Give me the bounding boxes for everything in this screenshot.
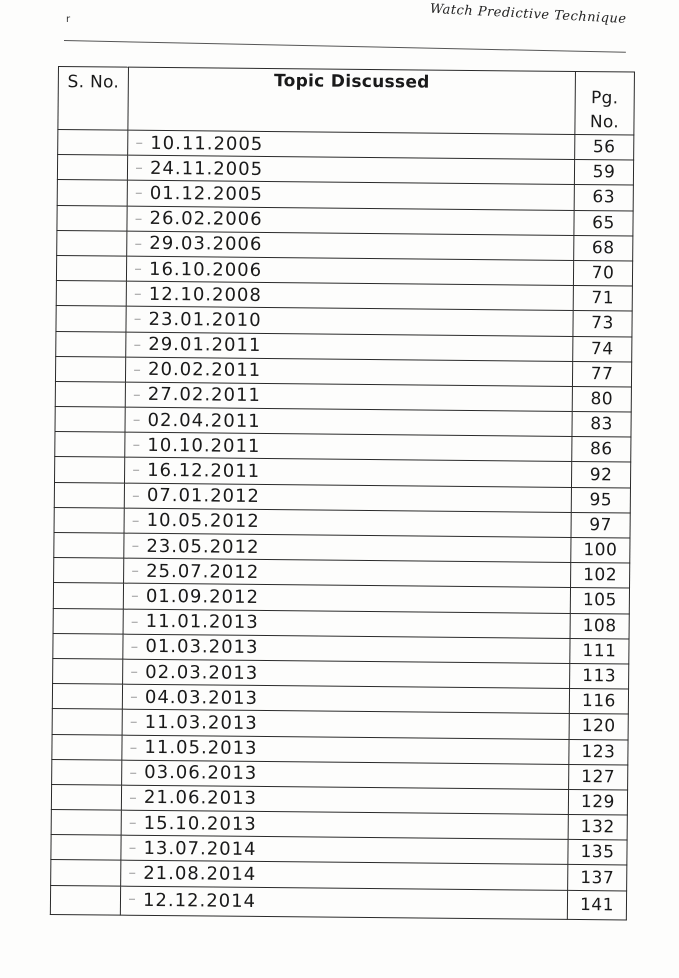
cell-topic: 25.07.2012 (124, 558, 571, 587)
cell-topic: 23.01.2010 (126, 306, 573, 335)
cell-topic: 01.03.2013 (123, 634, 570, 663)
cell-page-number: 108 (570, 613, 629, 639)
cell-topic: 12.12.2014 (120, 886, 567, 919)
table-body (50, 130, 634, 920)
cell-page-number: 102 (571, 563, 630, 589)
cell-page-number: 100 (571, 537, 630, 563)
cell-page-number: 113 (570, 663, 629, 689)
cell-page-number: 97 (571, 512, 630, 538)
cell-topic: 02.03.2013 (123, 659, 570, 688)
cell-page-number: 70 (573, 260, 632, 286)
cell-topic: 21.08.2014 (121, 861, 568, 890)
cell-topic: 16.12.2011 (125, 458, 572, 487)
cell-topic: 10.11.2005 (128, 130, 575, 159)
cell-page-number: 77 (572, 361, 631, 387)
header-rule (64, 40, 626, 53)
cell-topic: 29.01.2011 (126, 332, 573, 361)
cell-serial-number (51, 835, 121, 861)
cell-page-number: 127 (569, 764, 628, 790)
cell-page-number: 80 (572, 386, 631, 412)
cell-page-number: 86 (572, 437, 631, 463)
cell-serial-number (56, 331, 126, 357)
cell-serial-number (57, 180, 127, 206)
cell-topic: 07.01.2012 (124, 483, 571, 512)
cell-topic: 10.05.2012 (124, 508, 571, 537)
cell-serial-number (51, 860, 121, 886)
cell-page-number: 120 (569, 714, 628, 740)
cell-topic: 01.12.2005 (127, 181, 574, 210)
cell-topic: 26.02.2006 (127, 206, 574, 235)
cell-topic: 01.09.2012 (123, 584, 570, 613)
cell-serial-number (56, 281, 126, 307)
cell-serial-number (56, 306, 126, 332)
cell-page-number: 135 (568, 840, 627, 866)
cell-page-number: 65 (574, 210, 633, 236)
cell-page-number: 74 (573, 336, 632, 362)
cell-serial-number (55, 457, 125, 483)
cell-serial-number (55, 356, 125, 382)
contents-table (50, 66, 635, 920)
cell-serial-number (52, 709, 122, 735)
cell-topic: 16.10.2006 (126, 256, 573, 285)
cell-page-number: 92 (571, 462, 630, 488)
cell-page-number: 95 (571, 487, 630, 513)
cell-serial-number (57, 155, 127, 181)
cell-topic: 23.05.2012 (124, 533, 571, 562)
cell-serial-number (50, 885, 120, 915)
cell-page-number: 137 (568, 865, 627, 891)
cell-topic: 11.03.2013 (122, 709, 569, 738)
table-header-row (58, 67, 635, 136)
cell-page-number: 63 (574, 185, 633, 211)
cell-topic: 21.06.2013 (121, 785, 568, 814)
cell-topic: 12.10.2008 (126, 281, 573, 310)
cell-page-number: 123 (569, 739, 628, 765)
cell-serial-number (55, 381, 125, 407)
cell-serial-number (54, 482, 124, 508)
cell-serial-number (58, 130, 128, 156)
cell-page-number: 68 (574, 235, 633, 261)
cell-topic: 20.02.2011 (125, 357, 572, 386)
cell-page-number: 105 (570, 588, 629, 614)
cell-serial-number (51, 784, 121, 810)
cell-serial-number (55, 432, 125, 458)
cell-serial-number (52, 759, 122, 785)
cell-serial-number (54, 507, 124, 533)
cell-topic: 03.06.2013 (122, 760, 569, 789)
cell-serial-number (54, 558, 124, 584)
cell-topic: 10.10.2011 (125, 432, 572, 461)
cell-serial-number (55, 407, 125, 433)
cell-topic: 11.01.2013 (123, 609, 570, 638)
header-topic-discussed: Topic Discussed (128, 67, 576, 134)
cell-serial-number (51, 810, 121, 836)
cell-page-number: 111 (570, 638, 629, 664)
table-row (50, 885, 626, 920)
header-serial-number: S. No. (58, 67, 129, 131)
page-corner-mark: r (66, 14, 71, 25)
cell-serial-number (52, 734, 122, 760)
cell-topic: 13.07.2014 (121, 835, 568, 864)
cell-topic: 27.02.2011 (125, 382, 572, 411)
cell-serial-number (52, 684, 122, 710)
cell-page-number: 83 (572, 412, 631, 438)
cell-page-number: 132 (568, 814, 627, 840)
cell-topic: 15.10.2013 (121, 810, 568, 839)
cell-serial-number (54, 532, 124, 558)
cell-topic: 24.11.2005 (127, 155, 574, 184)
cell-topic: 29.03.2006 (127, 231, 574, 260)
cell-page-number: 141 (567, 890, 626, 920)
cell-page-number: 129 (568, 789, 627, 815)
header-page-number: Pg. No. (575, 71, 635, 135)
cell-page-number: 71 (573, 286, 632, 312)
cell-page-number: 59 (574, 160, 633, 186)
cell-page-number: 116 (569, 689, 628, 715)
cell-serial-number (56, 255, 126, 281)
cell-topic: 02.04.2011 (125, 407, 572, 436)
cell-topic: 11.05.2013 (122, 735, 569, 764)
cell-serial-number (53, 633, 123, 659)
cell-page-number: 73 (573, 311, 632, 337)
cell-topic: 04.03.2013 (122, 684, 569, 713)
running-header: Watch Predictive Technique (429, 1, 627, 27)
cell-serial-number (53, 608, 123, 634)
cell-serial-number (53, 658, 123, 684)
cell-serial-number (53, 583, 123, 609)
cell-page-number: 56 (575, 134, 634, 160)
cell-serial-number (57, 205, 127, 231)
cell-serial-number (57, 230, 127, 256)
